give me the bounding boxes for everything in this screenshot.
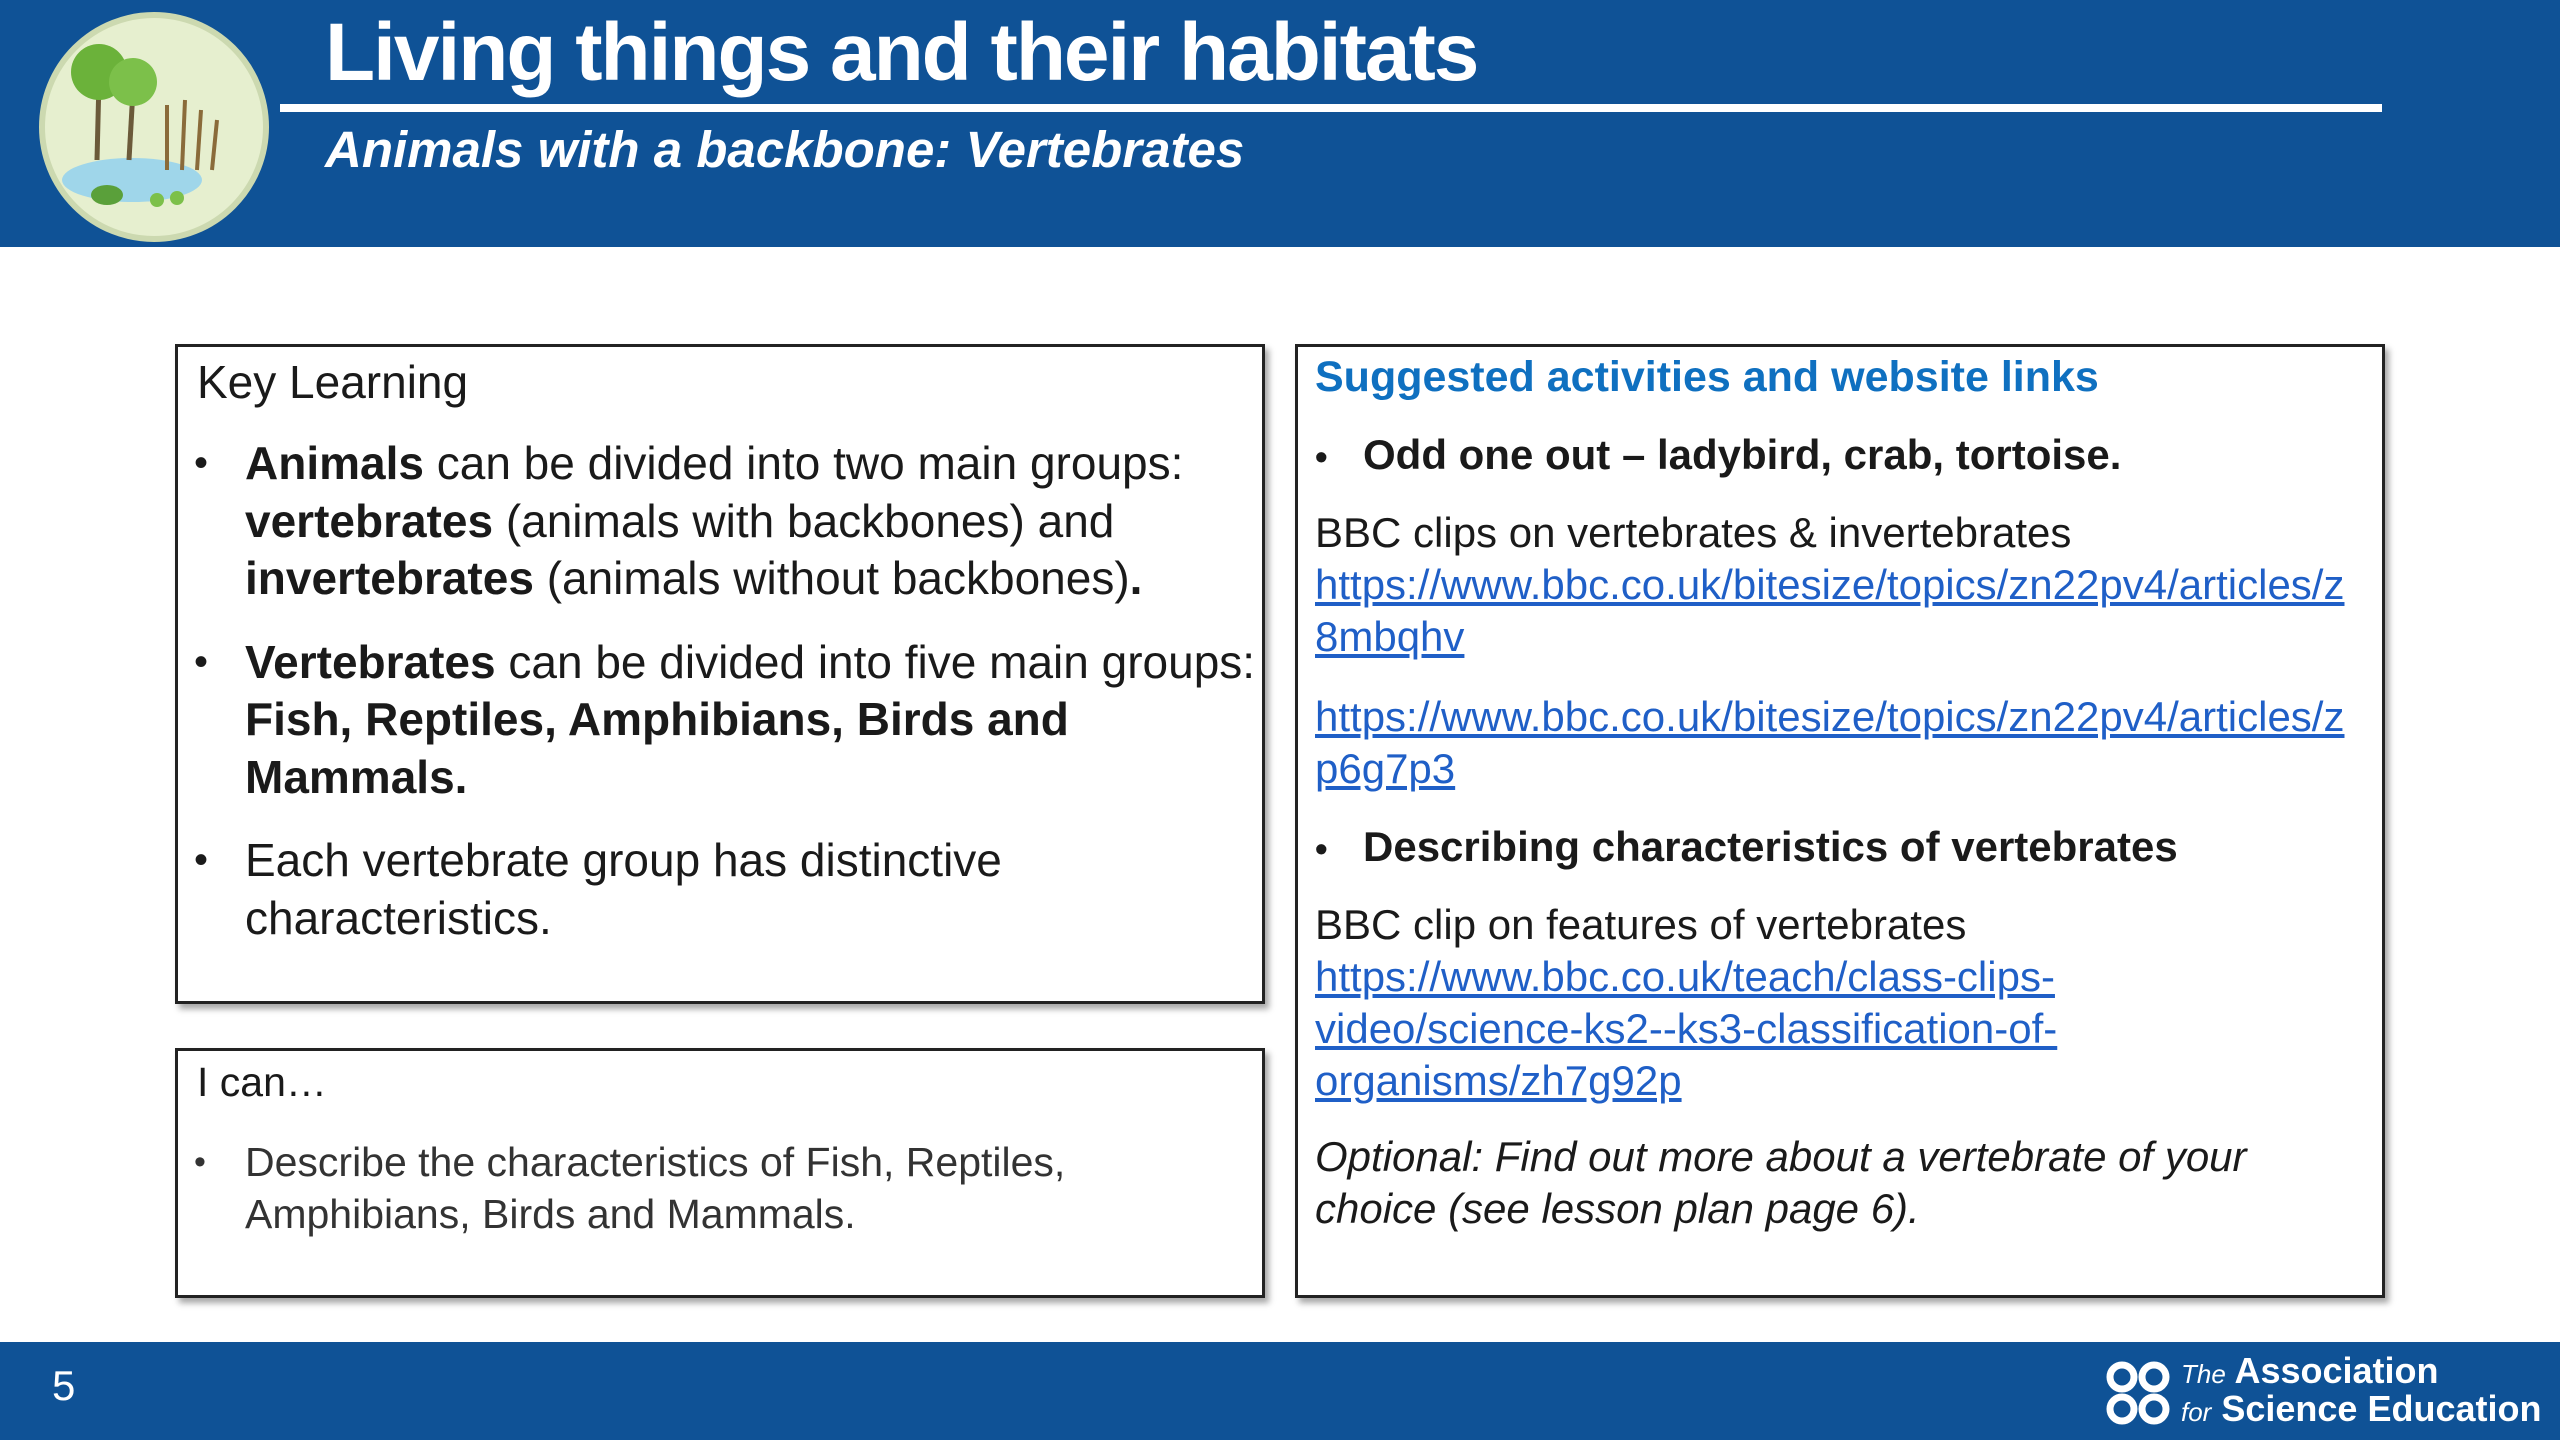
title-divider — [280, 104, 2382, 112]
i-can-item: • Describe the characteristics of Fish, Reptiles, Amphibians, Birds and Mammals. — [178, 1136, 1263, 1240]
page-title: Living things and their habitats — [325, 7, 1478, 98]
key-learning-heading: Key Learning — [197, 356, 469, 408]
page-number: 5 — [52, 1362, 76, 1409]
bullet-icon: • — [194, 838, 209, 882]
activities-box — [1295, 344, 2385, 1298]
bullet-icon: • — [194, 1143, 206, 1181]
ase-name-line1: The Association — [2181, 1350, 2439, 1391]
bbc-link-features[interactable]: https://www.bbc.co.uk/teach/class-clips-video/science-ks2--ks3-classification-of-organisms/zh7g92p — [1315, 953, 2058, 1104]
activity-describing: • Describing characteristics of vertebrates — [1315, 823, 2178, 870]
i-can-heading: I can… — [197, 1059, 327, 1105]
ase-mark-icon — [2105, 1360, 2171, 1426]
key-learning-item: • Vertebrates can be divided into five main groups: Fish, Reptiles, Amphibians, Birds and Mammals. — [194, 635, 1256, 803]
bbc-clips-block — [1315, 507, 2375, 663]
ase-name-line2: for Science Education — [2181, 1388, 2542, 1429]
bbc-link-block-2 — [1315, 691, 2355, 795]
i-can-box — [175, 1048, 1265, 1298]
bullet-icon: • — [1315, 828, 1328, 869]
i-can-list — [178, 1136, 1263, 1240]
clip-label: BBC clip on features of vertebrates — [1315, 901, 1967, 948]
optional-note: Optional: Find out more about a vertebrate of your choice (see lesson plan page 6). — [1315, 1133, 2247, 1232]
bullet-icon: • — [1315, 436, 1328, 477]
page-subtitle: Animals with a backbone: Vertebrates — [325, 121, 1245, 178]
activity-odd-one-out: • Odd one out – ladybird, crab, tortoise. — [1315, 431, 2122, 478]
footer-bar — [0, 1342, 2560, 1440]
habitat-logo-icon — [37, 10, 271, 244]
ase-logo — [2105, 1350, 2542, 1434]
bbc-link-vertebrates-2[interactable]: https://www.bbc.co.uk/bitesize/topics/zn22pv4/articles/zp6g7p3 — [1315, 693, 2345, 792]
key-learning-list — [178, 435, 1263, 973]
header-banner — [0, 0, 2560, 247]
key-learning-item: • Each vertebrate group has distinctive characteristics. — [194, 834, 1002, 944]
bullet-icon: • — [194, 639, 209, 684]
bbc-link-vertebrates-invertebrates[interactable]: https://www.bbc.co.uk/bitesize/topics/zn22pv4/articles/z8mbqhv — [1315, 561, 2345, 660]
activities-heading: Suggested activities and website links — [1315, 353, 2099, 401]
key-learning-item: • Animals can be divided into two main groups: vertebrates (animals with backbones) and invertebrates (animals without backbones). — [194, 437, 1184, 604]
bullet-icon: • — [194, 441, 209, 485]
bbc-clip-block — [1315, 899, 2375, 1107]
clips-label: BBC clips on vertebrates & invertebrates — [1315, 509, 2072, 556]
key-learning-box — [175, 344, 1265, 1004]
